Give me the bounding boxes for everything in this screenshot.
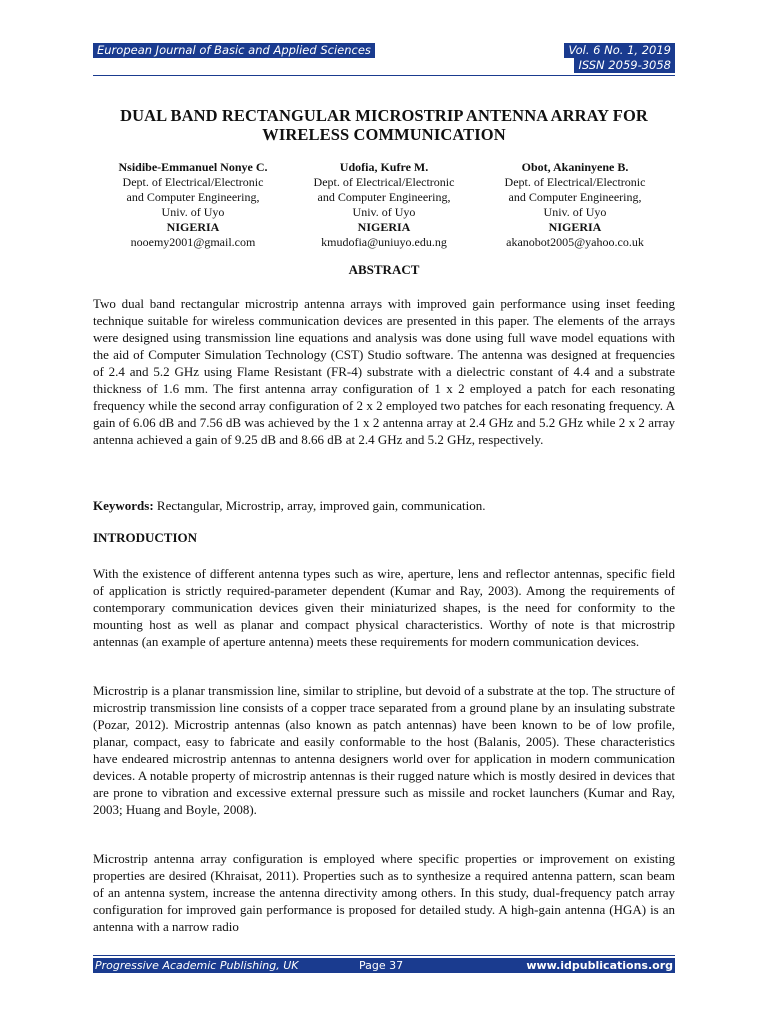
author-country: NIGERIA <box>166 220 220 234</box>
volume-banner: Vol. 6 No. 1, 2019 <box>564 43 675 58</box>
page-number: Page 37 <box>359 959 404 972</box>
author-name: Nsidibe-Emmanuel Nonye C. <box>118 160 268 174</box>
footer-banner <box>93 958 675 973</box>
intro-paragraph-3: Microstrip antenna array configuration is employed where specific properties or improvement on existing properties are desired (Khraisat, 2011). Properties such as to synthesize a required antenna pattern, scan beam of an antenna system, increase the antenna directivity among others. In this study, dual-frequency patch array configuration for improved gain performance is proposed for detailed study. A high-gain antenna (HGA) is an antenna with a narrow radio <box>93 851 675 934</box>
author-email: akanobot2005@yahoo.co.uk <box>506 235 644 249</box>
keywords-label: Keywords: <box>93 498 154 513</box>
abstract-paragraph: Two dual band rectangular microstrip antenna arrays with improved gain performance using inset feeding technique suitable for wireless communication devices are presented in this paper. The elements of the arrays were designed using transmission line equations and analysis was done using full wave model equations with the aid of Computer Simulation Technology (CST) Studio software. The antenna was designed at frequencies of 2.4 and 5.2 GHz using Flame Resistant (FR-4) substrate with a dielectric constant of 4.4 and a substrate thickness of 1.6 mm. The first antenna array configuration of 1 x 2 employed a patch for each resonating frequency while the second array configuration of 2 x 2 employed two patches for each resonating frequency. A gain of 6.06 dB and 7.56 dB was achieved by the 1 x 2 antenna array at 2.4 GHz and 5.2 GHz while 2 x 2 array antenna achieved a gain of 9.25 dB and 8.66 dB at 2.4 GHz and 5.2 GHz, respectively. <box>93 296 675 447</box>
author-dept: Dept. of Electrical/Electronic <box>504 175 646 189</box>
abstract-heading: ABSTRACT <box>348 262 420 277</box>
author-email: nooemy2001@gmail.com <box>130 235 256 249</box>
title-line-1: DUAL BAND RECTANGULAR MICROSTRIP ANTENNA ARRAY FOR <box>120 106 648 125</box>
title-line-2: WIRELESS COMMUNICATION <box>262 125 506 144</box>
author-name: Obot, Akaninyene B. <box>521 160 629 174</box>
introduction-heading: INTRODUCTION <box>93 530 198 545</box>
author-univ: Univ. of Uyo <box>543 205 607 219</box>
author-block <box>103 160 283 250</box>
author-univ: Univ. of Uyo <box>161 205 225 219</box>
author-dept: and Computer Engineering, <box>126 190 260 204</box>
intro-paragraph-1: With the existence of different antenna types such as wire, aperture, lens and reflector antennas, specific field of application is strictly required-parameter dependent (Kumar and Ray, 2003). Among the requirements of contemporary communication devices given their miniaturized shapes, is the need for conformity to the mounting host as well as planar and compact physical characteristics. Worthy of note is that microstrip antennas (an example of aperture antenna) meets these requirements for modern communication devices. <box>93 566 675 649</box>
journal-name-banner: European Journal of Basic and Applied Sciences <box>93 43 375 58</box>
intro-paragraph-2: Microstrip is a planar transmission line, similar to stripline, but devoid of a substrate at the top. The structure of microstrip transmission line consists of a copper trace separated from a ground plane by an insulating substrate (Pozar, 2012). Microstrip antennas (also known as patch antennas) have been known to be of low profile, planar, compact, easy to fabricate and easily conformable to the host (Balanis, 2005). These characteristics have endeared microstrip antennas to antenna designers world over for application in modern communication devices. A notable property of microstrip antennas is their rugged nature which is mostly desired in devices that are prone to vibration and excessive external pressure such as missile and rocket launchers (Kumar and Ray, 2003; Huang and Boyle, 2008). <box>93 683 675 817</box>
author-country: NIGERIA <box>357 220 411 234</box>
author-list <box>103 160 665 250</box>
issn-banner: ISSN 2059-3058 <box>574 58 675 73</box>
author-block <box>485 160 665 250</box>
author-dept: Dept. of Electrical/Electronic <box>122 175 264 189</box>
paper-title <box>60 106 708 144</box>
header-rule <box>93 75 675 76</box>
publisher-name: Progressive Academic Publishing, UK <box>95 959 299 972</box>
author-dept: Dept. of Electrical/Electronic <box>313 175 455 189</box>
author-block <box>294 160 474 250</box>
keywords-text: Rectangular, Microstrip, array, improved gain, communication. <box>153 498 486 513</box>
author-dept: and Computer Engineering, <box>317 190 451 204</box>
footer-rule <box>93 955 675 956</box>
author-country: NIGERIA <box>548 220 602 234</box>
author-dept: and Computer Engineering, <box>508 190 642 204</box>
keywords-line <box>93 497 675 514</box>
author-email: kmudofia@uniuyo.edu.ng <box>321 235 447 249</box>
author-name: Udofia, Kufre M. <box>339 160 429 174</box>
volume-info <box>564 43 675 73</box>
publisher-url: www.idpublications.org <box>526 959 673 972</box>
author-univ: Univ. of Uyo <box>352 205 416 219</box>
